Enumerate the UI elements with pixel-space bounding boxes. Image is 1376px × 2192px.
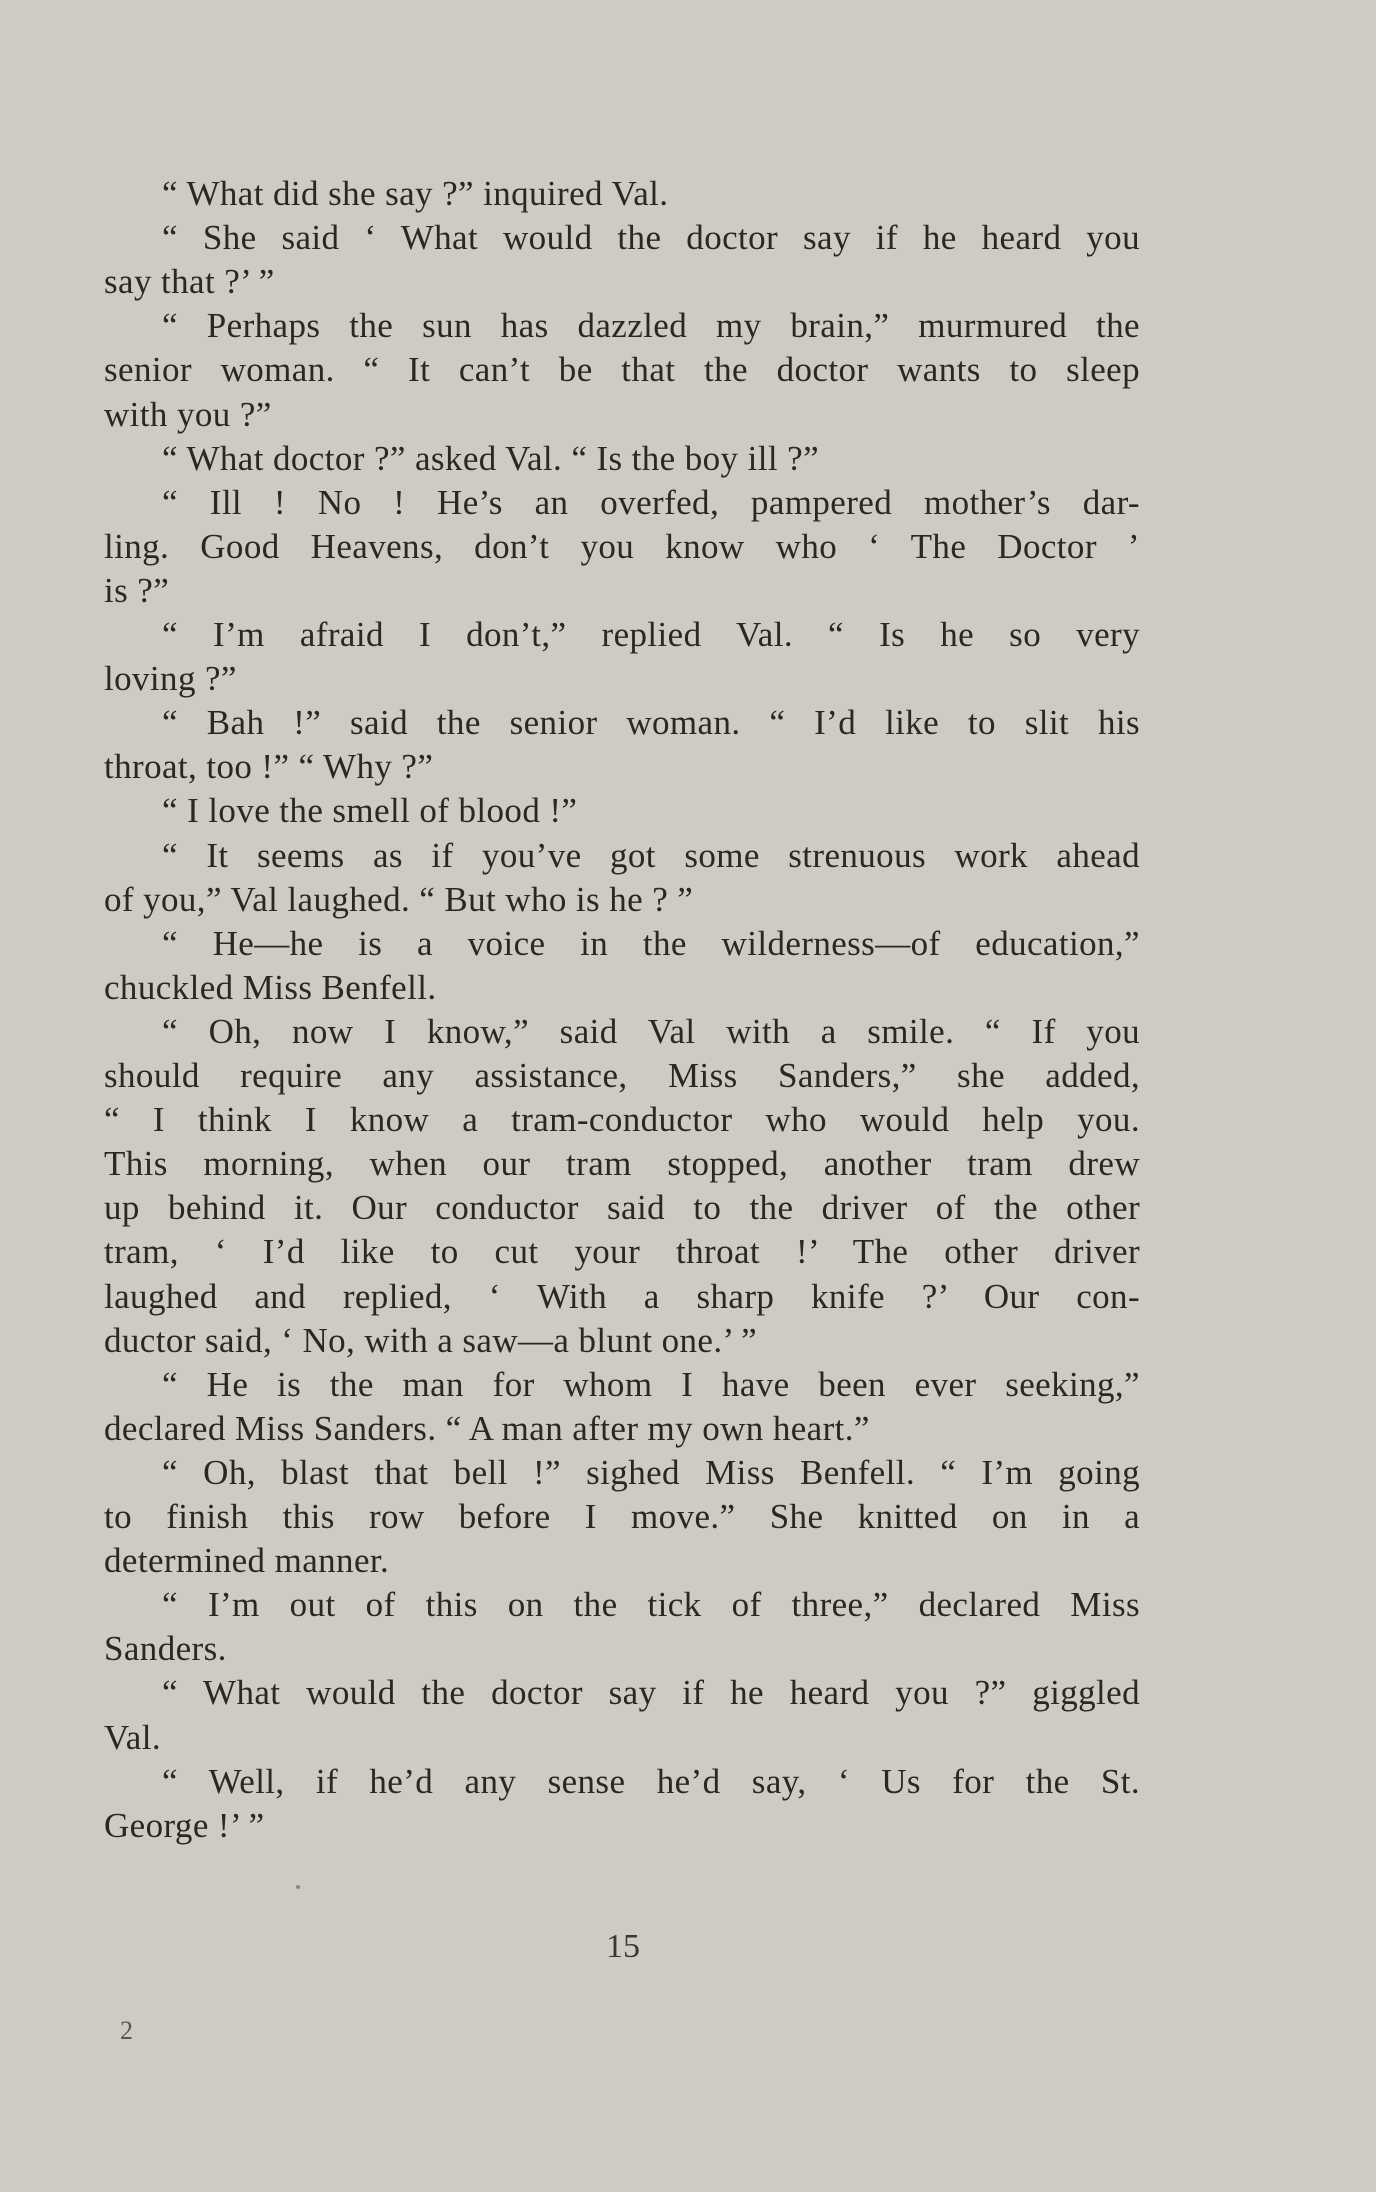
text-line: George !’ ” (104, 1805, 265, 1845)
text-line: loving ?” (104, 659, 237, 699)
ink-speck (296, 1885, 300, 1889)
text-line: laughed and replied, ‘ With a sharp knife ?’ Our con- (104, 1276, 1140, 1316)
text-line: determined manner. (104, 1541, 390, 1581)
text-line: should require any assistance, Miss Sanders,” she added, (104, 1056, 1140, 1095)
text-line: ductor said, ‘ No, with a saw—a blunt one.’ ” (104, 1320, 758, 1360)
text-line: “ He—he is a voice in the wilderness—of education,” (162, 923, 1140, 963)
text-line: is ?” (104, 570, 170, 610)
text-line: chuckled Miss Benfell. (104, 967, 437, 1007)
page-number: 15 (606, 1928, 640, 1965)
text-line: ling. Good Heavens, don’t you know who ‘ The Doctor ’ (104, 526, 1140, 566)
text-line: This morning, when our tram stopped, another tram drew (104, 1144, 1140, 1184)
text-line: “ What would the doctor say if he heard you ?” giggled (162, 1673, 1140, 1713)
text-line: up behind it. Our conductor said to the driver of the other (104, 1188, 1140, 1228)
text-line: “ It seems as if you’ve got some strenuous work ahead (162, 835, 1140, 875)
text-line: “ She said ‘ What would the doctor say if he heard you (162, 218, 1140, 258)
signature-mark: 2 (120, 2016, 133, 2045)
text-line: “ Perhaps the sun has dazzled my brain,” murmured the (162, 306, 1140, 346)
text-line: “ What doctor ?” asked Val. “ Is the boy ill ?” (162, 438, 820, 478)
text-line: say that ?’ ” (104, 262, 275, 302)
text-line: “ What did she say ?” inquired Val. (162, 174, 669, 213)
text-line: “ Ill ! No ! He’s an overfed, pampered mother’s dar- (162, 482, 1140, 522)
text-line: senior woman. “ It can’t be that the doctor wants to sleep (104, 350, 1140, 390)
text-line: “ He is the man for whom I have been ever seeking,” (162, 1364, 1140, 1404)
text-line: declared Miss Sanders. “ A man after my own heart.” (104, 1408, 870, 1448)
text-line: throat, too !” “ Why ?” (104, 747, 434, 787)
text-line: “ Oh, blast that bell !” sighed Miss Benfell. “ I’m going (162, 1452, 1140, 1492)
text-line: Sanders. (104, 1629, 227, 1669)
text-line: “ I’m afraid I don’t,” replied Val. “ Is he so very (162, 615, 1140, 654)
text-line: tram, ‘ I’d like to cut your throat !’ The other driver (104, 1232, 1140, 1272)
text-line: “ I think I know a tram-conductor who would help you. (104, 1100, 1140, 1140)
text-line: “ Well, if he’d any sense he’d say, ‘ Us for the St. (162, 1761, 1140, 1801)
text-line: “ I’m out of this on the tick of three,” declared Miss (162, 1585, 1140, 1625)
text-line: with you ?” (104, 394, 272, 434)
text-line: “ Oh, now I know,” said Val with a smile. “ If you (162, 1011, 1140, 1051)
text-line: “ I love the smell of blood !” (162, 791, 578, 831)
text-line: Val. (104, 1717, 162, 1757)
text-line: of you,” Val laughed. “ But who is he ? ” (104, 879, 694, 919)
text-line: to finish this row before I move.” She knitted on in a (104, 1497, 1140, 1536)
text-line: “ Bah !” said the senior woman. “ I’d like to slit his (162, 703, 1140, 743)
